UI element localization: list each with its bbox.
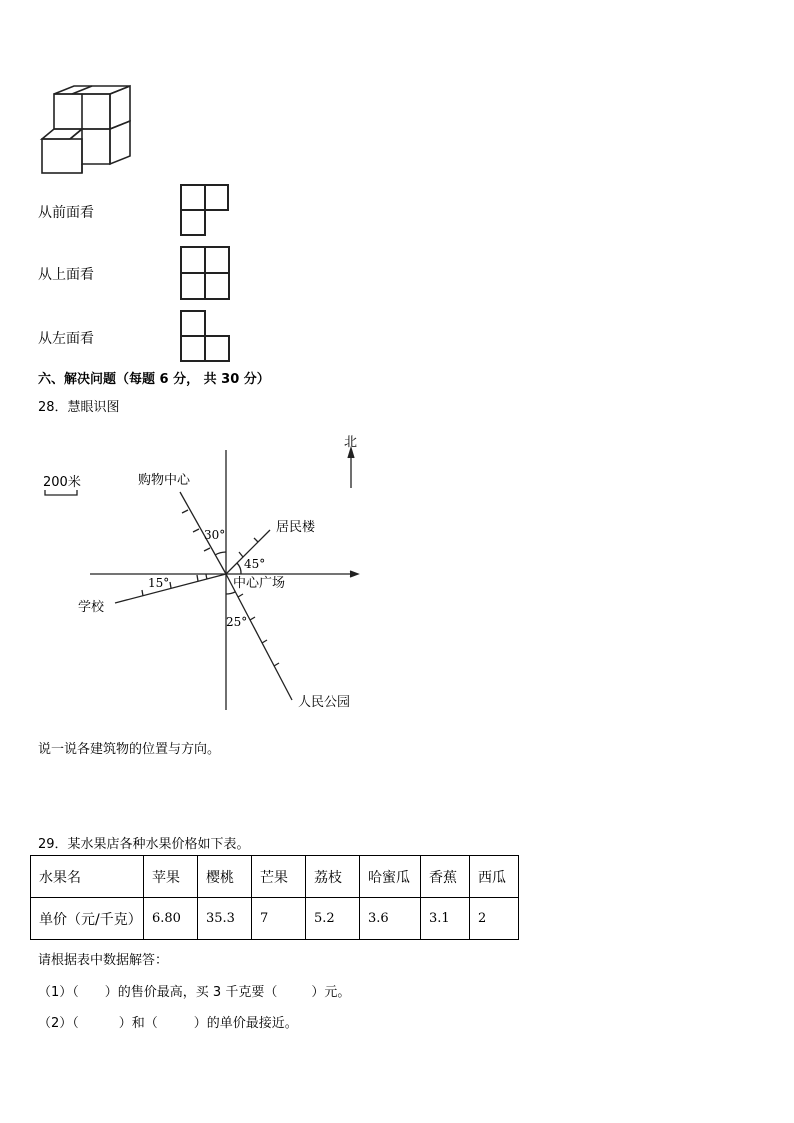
park-angle-label: 25° (226, 615, 248, 629)
table-cell: 7 (252, 898, 306, 940)
table-cell: 35.3 (198, 898, 252, 940)
park-label: 人民公园 (298, 695, 351, 710)
shopping-angle-label: 30° (204, 528, 226, 542)
table-cell: 樱桃 (198, 856, 252, 898)
q29-sub2-part-a: （2）（ (38, 1016, 79, 1031)
table-cell: 5.2 (306, 898, 360, 940)
q29-sub2 (38, 1012, 298, 1031)
table-cell: 香蕉 (421, 856, 470, 898)
section-6-title: 六、解决问题（每题 6 分， 共 30 分） (38, 372, 270, 387)
scale-label: 200米 (43, 475, 81, 490)
q28-title: 28．慧眼识图 (38, 400, 120, 415)
q29-sub2-part-c: ）的单价最接近。 (193, 1016, 298, 1031)
table-cell: 西瓜 (470, 856, 519, 898)
school-angle-label: 15° (148, 576, 170, 590)
q29-sub1-part-b: ）的售价最高，买 3 千克要（ (104, 985, 278, 1000)
q28-prompt: 说一说各建筑物的位置与方向。 (38, 742, 221, 757)
school-label: 学校 (78, 600, 105, 615)
table-cell: 3.1 (421, 898, 470, 940)
table-cell: 水果名 (31, 856, 144, 898)
table-cell: 单价（元/千克） (31, 898, 144, 940)
center-square-label: 中心广场 (233, 576, 286, 591)
table-cell: 荔枝 (306, 856, 360, 898)
q29-sub1-part-c: ）元。 (311, 985, 351, 1000)
table-cell: 芒果 (252, 856, 306, 898)
residence-angle-label: 45° (244, 557, 266, 571)
shopping-center-label: 购物中心 (138, 473, 191, 488)
top-view-label: 从上面看 (38, 267, 94, 283)
table-cell: 3.6 (360, 898, 421, 940)
q29-instruction: 请根据表中数据解答： (38, 953, 169, 968)
q29-sub1 (38, 981, 350, 1000)
table-cell: 苹果 (144, 856, 198, 898)
front-view-label: 从前面看 (38, 205, 94, 221)
q29-sub2-part-b: ）和（ (118, 1016, 158, 1031)
table-cell: 2 (470, 898, 519, 940)
residence-label: 居民楼 (276, 520, 316, 535)
fruit-price-table (30, 855, 519, 940)
q29-title: 29．某水果店各种水果价格如下表。 (38, 837, 250, 852)
table-header-row (31, 856, 519, 898)
table-cell: 6.80 (144, 898, 198, 940)
left-view-label: 从左面看 (38, 331, 94, 347)
north-label: 北 (344, 435, 358, 450)
table-cell: 哈蜜瓜 (360, 856, 421, 898)
q29-sub1-part-a: （1）（ (38, 985, 79, 1000)
table-row (31, 898, 519, 940)
